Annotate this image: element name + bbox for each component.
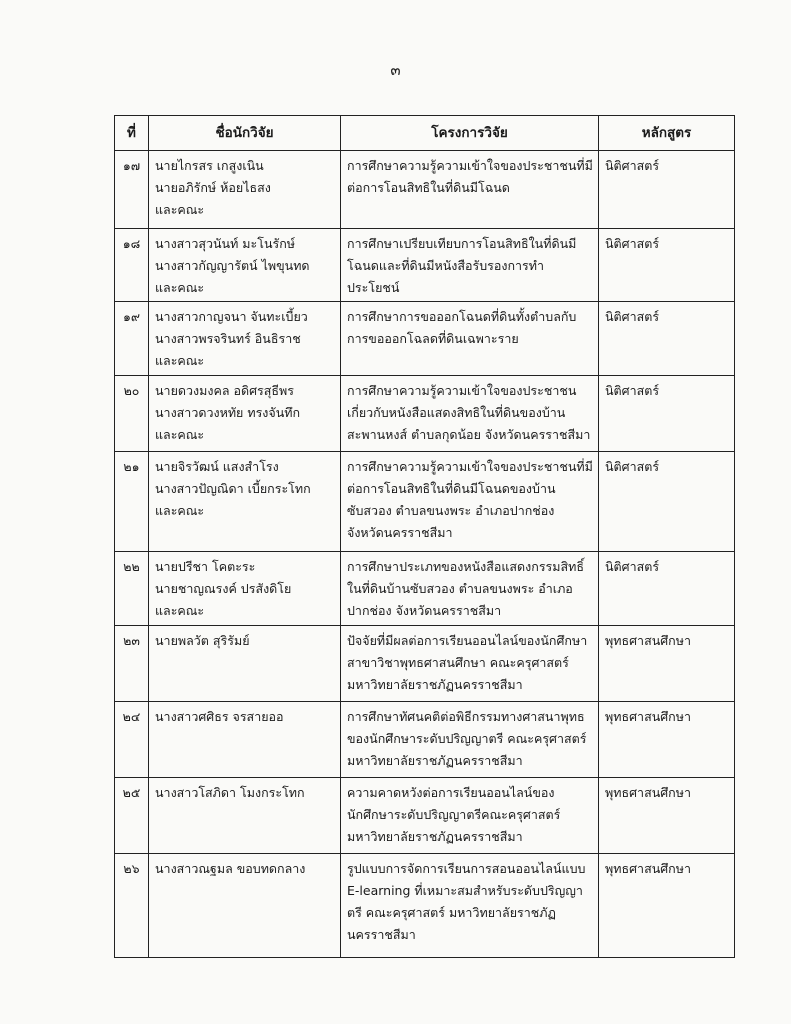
row-number: ๑๘ xyxy=(115,229,149,302)
row-number: ๒๓ xyxy=(115,626,149,702)
project-title-line: สาขาวิชาพุทธศาสนศึกษา คณะครุศาสตร์ xyxy=(347,655,569,670)
project-title-line: โฉนดและที่ดินมีหนังสือรับรองการทำ xyxy=(347,258,545,273)
project-title xyxy=(341,302,599,376)
researcher-names xyxy=(149,552,341,626)
program-name: นิติศาสตร์ xyxy=(599,302,735,376)
row-number: ๑๗ xyxy=(115,151,149,229)
researcher-name-line: นายชาญณรงค์ ปรสังดิโย xyxy=(155,581,292,596)
researcher-name-line: และคณะ xyxy=(155,503,205,518)
researcher-names xyxy=(149,151,341,229)
researcher-name-line: นายดวงมงคล อดิศรสุธีพร xyxy=(155,383,294,398)
project-title xyxy=(341,854,599,958)
researcher-name-line: นายปรีชา โคตะระ xyxy=(155,559,256,574)
row-number: ๒๐ xyxy=(115,376,149,452)
project-title xyxy=(341,151,599,229)
project-title-line: ต่อการโอนสิทธิในที่ดินมีโฉนด xyxy=(347,180,510,195)
table-row xyxy=(115,626,735,702)
table-row xyxy=(115,151,735,229)
researcher-name-line: นางสาวดวงหทัย ทรงจันทึก xyxy=(155,405,301,420)
program-name: พุทธศาสนศึกษา xyxy=(599,702,735,778)
header-researcher: ชื่อนักวิจัย xyxy=(149,116,341,151)
project-title-line: การศึกษาการขอออกโฉนดที่ดินทั้งตำบลกับ xyxy=(347,309,577,324)
table-row xyxy=(115,702,735,778)
project-title-line: ประโยชน์ xyxy=(347,280,400,295)
program-name: พุทธศาสนศึกษา xyxy=(599,854,735,958)
program-name: นิติศาสตร์ xyxy=(599,376,735,452)
researcher-name-line: และคณะ xyxy=(155,427,205,442)
researcher-name-line: นางสาวกัญญารัตน์ ไพขุนทด xyxy=(155,258,310,273)
researcher-name-line: และคณะ xyxy=(155,603,205,618)
project-title-line: ปากช่อง จังหวัดนครราชสีมา xyxy=(347,603,502,618)
researcher-name-line: และคณะ xyxy=(155,202,205,217)
researcher-name-line: นางสาวกาญจนา จันทะเบี้ยว xyxy=(155,309,308,324)
researcher-name-line: และคณะ xyxy=(155,280,205,295)
project-title-line: ในที่ดินบ้านซับสวอง ตำบลขนงพระ อำเภอ xyxy=(347,581,573,596)
project-title-line: มหาวิทยาลัยราชภัฏนครราชสีมา xyxy=(347,829,523,844)
project-title-line: การศึกษาความรู้ความเข้าใจของประชาชนที่มี xyxy=(347,459,593,474)
page-number: ๓ xyxy=(390,61,401,79)
researcher-name-line: นางสาวสุวนันท์ มะโนรักษ์ xyxy=(155,236,296,251)
researcher-names xyxy=(149,778,341,854)
project-title-line: การขอออกโฉลดที่ดินเฉพาะราย xyxy=(347,331,519,346)
project-title-line: ซับสวอง ตำบลขนงพระ อำเภอปากช่อง xyxy=(347,503,555,518)
researcher-name-line: นายพลวัต สุริรัมย์ xyxy=(155,633,250,648)
project-title xyxy=(341,229,599,302)
researcher-name-line: นางสาวศศิธร จรสายออ xyxy=(155,709,284,724)
researcher-name-line: และคณะ xyxy=(155,353,205,368)
project-title xyxy=(341,376,599,452)
researcher-names xyxy=(149,854,341,958)
project-title-line: มหาวิทยาลัยราชภัฏนครราชสีมา xyxy=(347,677,523,692)
row-number: ๒๕ xyxy=(115,778,149,854)
project-title xyxy=(341,702,599,778)
researcher-names xyxy=(149,302,341,376)
project-title-line: เกี่ยวกับหนังสือแสดงสิทธิในที่ดินของบ้าน xyxy=(347,405,566,420)
table-row xyxy=(115,552,735,626)
program-name: นิติศาสตร์ xyxy=(599,151,735,229)
row-number: ๑๙ xyxy=(115,302,149,376)
project-title-line: นครราชสีมา xyxy=(347,927,416,942)
researcher-name-line: นางสาวณฐมล ขอบทดกลาง xyxy=(155,861,306,876)
table-row xyxy=(115,302,735,376)
row-number: ๒๑ xyxy=(115,452,149,552)
project-title-line: สะพานหงส์ ตำบลกุดน้อย จังหวัดนครราชสีมา xyxy=(347,427,591,442)
project-title-line: การศึกษาทัศนคติต่อพิธีกรรมทางศาสนาพุทธ xyxy=(347,709,585,724)
table-header-row xyxy=(115,116,735,151)
researcher-name-line: นายจิรวัฒน์ แสงสำโรง xyxy=(155,459,279,474)
project-title-line: E-learning ที่เหมาะสมสำหรับระดับปริญญา xyxy=(347,883,583,898)
project-title-line: ความคาดหวังต่อการเรียนออนไลน์ของ xyxy=(347,785,555,800)
research-table xyxy=(114,115,735,958)
researcher-names xyxy=(149,702,341,778)
project-title xyxy=(341,778,599,854)
researcher-names xyxy=(149,626,341,702)
table-row xyxy=(115,452,735,552)
program-name: นิติศาสตร์ xyxy=(599,552,735,626)
header-no: ที่ xyxy=(115,116,149,151)
project-title-line: ของนักศึกษาระดับปริญญาตรี คณะครุศาสตร์ xyxy=(347,731,587,746)
researcher-names xyxy=(149,452,341,552)
program-name: นิติศาสตร์ xyxy=(599,452,735,552)
researcher-name-line: นายอภิรักษ์ ห้อยไธสง xyxy=(155,180,271,195)
row-number: ๒๖ xyxy=(115,854,149,958)
project-title-line: ตรี คณะครุศาสตร์ มหาวิทยาลัยราชภัฏ xyxy=(347,905,556,920)
researcher-name-line: นางสาวปัญณิดา เบี้ยกระโทก xyxy=(155,481,311,496)
project-title-line: ปัจจัยที่มีผลต่อการเรียนออนไลน์ของนักศึกษา xyxy=(347,633,588,648)
table-body xyxy=(115,151,735,958)
project-title-line: นักศึกษาระดับปริญญาตรีคณะครุศาสตร์ xyxy=(347,807,561,822)
table-row xyxy=(115,778,735,854)
project-title-line: รูปแบบการจัดการเรียนการสอนออนไลน์แบบ xyxy=(347,861,586,876)
program-name: นิติศาสตร์ xyxy=(599,229,735,302)
table-row xyxy=(115,376,735,452)
project-title-line: การศึกษาความรู้ความเข้าใจของประชาชน xyxy=(347,383,577,398)
header-project: โครงการวิจัย xyxy=(341,116,599,151)
row-number: ๒๒ xyxy=(115,552,149,626)
program-name: พุทธศาสนศึกษา xyxy=(599,626,735,702)
project-title-line: การศึกษาความรู้ความเข้าใจของประชาชนที่มี xyxy=(347,158,593,173)
project-title-line: การศึกษาประเภทของหนังสือแสดงกรรมสิทธิ์ xyxy=(347,559,584,574)
project-title xyxy=(341,452,599,552)
table-row xyxy=(115,229,735,302)
researcher-names xyxy=(149,229,341,302)
project-title-line: จังหวัดนครราชสีมา xyxy=(347,525,453,540)
program-name: พุทธศาสนศึกษา xyxy=(599,778,735,854)
project-title xyxy=(341,626,599,702)
table-row xyxy=(115,854,735,958)
project-title-line: การศึกษาเปรียบเทียบการโอนสิทธิในที่ดินมี xyxy=(347,236,577,251)
researcher-name-line: นางสาวพรจรินทร์ อินธิราช xyxy=(155,331,301,346)
project-title-line: มหาวิทยาลัยราชภัฏนครราชสีมา xyxy=(347,753,523,768)
row-number: ๒๔ xyxy=(115,702,149,778)
header-program: หลักสูตร xyxy=(599,116,735,151)
project-title-line: ต่อการโอนสิทธิในที่ดินมีโฉนดของบ้าน xyxy=(347,481,556,496)
project-title xyxy=(341,552,599,626)
researcher-names xyxy=(149,376,341,452)
researcher-name-line: นางสาวโสภิดา โมงกระโทก xyxy=(155,785,305,800)
researcher-name-line: นายไกรสร เกสูงเนิน xyxy=(155,158,264,173)
